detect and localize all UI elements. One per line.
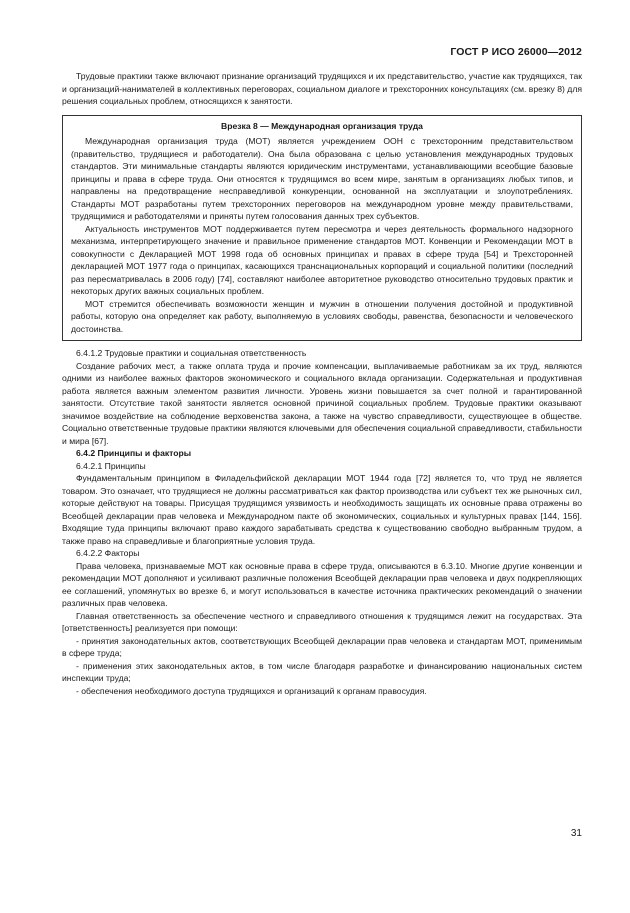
page-number: 31 — [570, 828, 582, 839]
box-paragraph: Актуальность инструментов МОТ поддерживается путем пересмотра и через деятельность формального надзорного механизма, интерпретирующего значение и правильное применение стандартов МОТ. Конвенции и Рекомендации МОТ в совокупности с Декларацией МОТ 1998 года об основных принципах и правах в сфере труда [54] и Трехсторонней декларацией МОТ 1977 года о принципах, касающихся транснациональных корпораций и социальной политики (последний раз пересматривалась в 2006 году) [74], составляют наиболее авторитетное руководство относительно трудовых практик и некоторых других важных социальных проблем. — [71, 223, 573, 296]
list-item: - принятия законодательных актов, соответствующих Всеобщей декларации прав человека и стандартам МОТ, применимым в сфере труда; — [62, 635, 582, 658]
section-paragraph: Создание рабочих мест, а также оплата труда и прочие компенсации, выплачиваемые работникам за их труд, являются одними из наиболее важных факторов экономического и социального вклада организации. Содержательная и продуктивная работа является важным элементом развития личности. Уровень жизни повышается за счет полной и гарантированной занятости. Отсутствие такой занятости является основной причиной социальных проблем. Трудовые практики оказывают значимое воздействие на соблюдение верховенства закона, а также на чувство справедливости, существующее в обществе. Социально ответственные трудовые практики являются ключевыми для обеспечения социальной справедливости, стабильности и мира [67]. — [62, 360, 582, 446]
box-paragraph: МОТ стремится обеспечивать возможности женщин и мужчин в отношении получения достойной и продуктивной работы, которую она определяет как работу, выполняемую в условиях свободы, равенства, безопасности и человеческого достоинства. — [71, 298, 573, 334]
section-paragraph: Фундаментальным принципом в Филадельфийской декларации МОТ 1944 года [72] является то, что труд не является товаром. Это означает, что трудящиеся не должны рассматриваться как фактор производства или субъект тех же рыночных сил, которые действуют на товары. Присущая трудящимся уязвимость и необходимость защищать их основные права отражены во Всеобщей декларации прав человека и Международном пакте об экономических, социальных и культурных правах [144, 156]. Входящие туда принципы включают право каждого зарабатывать средства к существованию свободно выбранным трудом, а также право на справедливые и благоприятные условия труда. — [62, 473, 582, 546]
list-item: - обеспечения необходимого доступа трудящихся и организаций к органам правосудия. — [76, 685, 427, 696]
section-heading-6-4-2: 6.4.2 Принципы и факторы — [76, 448, 192, 458]
section-heading-6-4-2-1: 6.4.2.1 Принципы — [76, 460, 146, 471]
box-paragraph: Международная организация труда (МОТ) является учреждением ООН с трехсторонним представительством (правительство, трудящиеся и работодатели). Она была образована с целью установления международных трудовых стандартов. Эти минимальные стандарты являются юридическим инструментами, устанавливающими всеобщие базовые принципы и права в сфере труда. Они относятся к трудящимся во всем мире, занятым в организациях любых типов, и направлены на предотвращение несправедливой конкуренции, основанной на эксплуатации и злоупотреблениях. Стандарты МОТ разработаны путем трехсторонних переговоров на международном уровне между правительствами, трудящимися и работодателями и приняты путем голосования данных трех субъектов. — [71, 136, 573, 221]
section-paragraph: Права человека, признаваемые МОТ как основные права в сфере труда, описываются в 6.3.10. Многие другие конвенции и рекомендации МОТ дополняют и усиливают различные положения Всеобщей декларации прав человека и двух подкрепляющих ее соглашений, упомянутых во врезке 6, и могут использоваться в качестве источника практических рекомендаций о значении различных прав человека. — [62, 560, 582, 608]
list-item: - применения этих законодательных актов, в том числе благодаря разработке и финансированию национальных систем инспекции труда; — [62, 660, 582, 683]
intro-paragraph: Трудовые практики также включают признание организаций трудящихся и их представительство, участие как трудящихся, так и организаций-нанимателей в коллективных переговорах, социальном диалоге и трехсторонних консультациях (см. врезку 8) для решения социальных проблем, относящихся к занятости. — [62, 71, 582, 106]
page-content — [62, 70, 582, 697]
document-code-header: ГОСТ Р ИСО 26000—2012 — [450, 46, 582, 58]
sidebar-box-ilo — [62, 115, 582, 342]
section-heading-6-4-1-2: 6.4.1.2 Трудовые практики и социальная ответственность — [76, 348, 307, 358]
box-title: Врезка 8 — Международная организация труда — [221, 120, 423, 131]
section-heading-6-4-2-2: 6.4.2.2 Факторы — [76, 548, 140, 558]
section-paragraph: Главная ответственность за обеспечение честного и справедливого отношения к трудящимся лежит на государствах. Эта [ответственность] реализуется при помощи: — [62, 610, 582, 633]
